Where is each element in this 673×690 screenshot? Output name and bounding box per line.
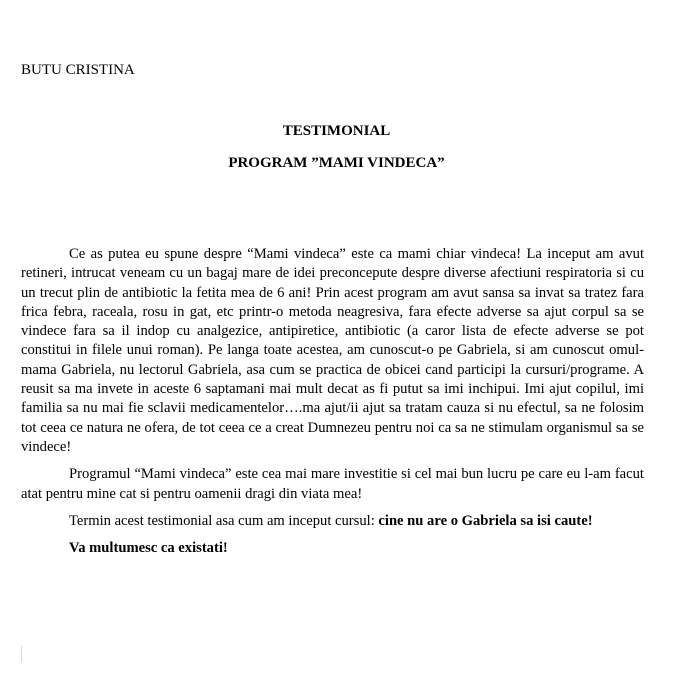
paragraph-closing-statement	[21, 512, 644, 531]
paragraph-thanks	[21, 539, 644, 558]
closing-lead-text: Termin acest testimonial asa cum am inceput cursul:	[69, 512, 379, 529]
document-title: TESTIMONIAL	[282, 123, 391, 139]
paragraph-program-investment: Programul “Mami vindeca” este cea mai mare investitie si cel mai bun lucru pe care eu l-am facut atat pentru mine cat si pentru oamenii dragi din viata mea!	[21, 466, 644, 502]
document-body	[21, 245, 644, 566]
document-subtitle: PROGRAM ”MAMI VINDECA”	[228, 155, 445, 171]
text-cursor-marker	[21, 646, 22, 662]
closing-bold-text: cine nu are o Gabriela sa isi caute!	[378, 512, 593, 529]
thanks-bold-text: Va multumesc ca existati!	[69, 540, 228, 557]
author-name: BUTU CRISTINA	[21, 62, 135, 78]
paragraph-testimonial-main: Ce as putea eu spune despre “Mami vindeca” este ca mami chiar vindeca! La inceput am avut retineri, intrucat veneam cu un bagaj mare de idei preconcepute despre diverse afectiuni respiratoria si cu un trecut plin de antibiotic la fetita mea de 6 ani! Prin acest program am avut sansa sa invat sa tratez fara frica febra, raceala, rosu in gat, etc printr-o metoda neagresiva, fara efecte adverse sa ajut corpul sa se vindece fara sa il indop cu analgezice, antipiretice, antibiotic (a caror lista de efecte adverse se pot constitui in filele unui roman). Pe langa toate acestea, am cunoscut-o pe Gabriela, si am cunoscut omul-mama Gabriela, nu lectorul Gabriela, asa cum se practica de obicei cand participi la cursuri/programe. A reusit sa ma invete in aceste 6 saptamani mai mult decat as fi putut sa imi inchipui. Imi ajut copilul, imi familia sa nu mai fie sclavii medicamentelor….ma ajut/ii ajut sa tratam cauza si nu efectul, sa ne folosim tot ceea ce natura ne ofera, de tot ceea ce a creat Dumnezeu pentru noi ca sa ne stimulam organismul sa se vindece!	[21, 246, 644, 455]
